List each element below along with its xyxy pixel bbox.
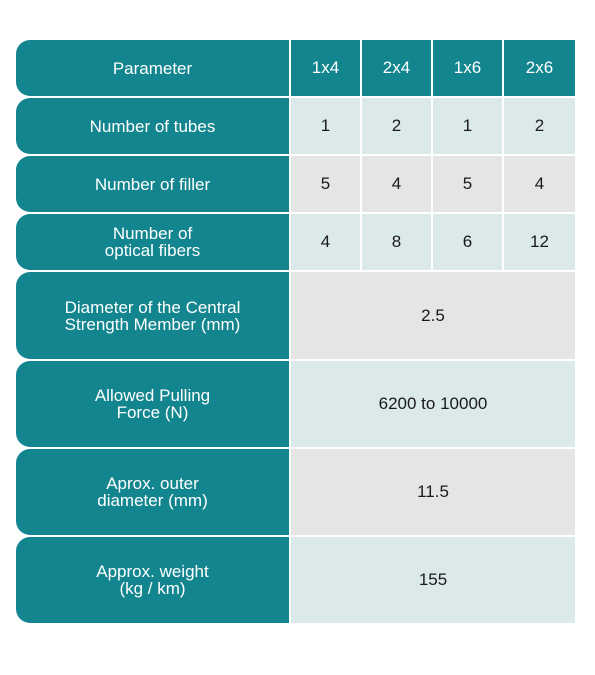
- table-cell-merged: 11.5: [291, 449, 575, 535]
- row-label-number-of-optical-fibers: Number of optical fibers: [16, 214, 289, 270]
- row-label-number-of-tubes: Number of tubes: [16, 98, 289, 154]
- table-cell: 4: [362, 156, 431, 212]
- table-cell-merged: 155: [291, 537, 575, 623]
- table-cell: 5: [291, 156, 360, 212]
- table-cell: 1: [291, 98, 360, 154]
- table-cell: 6: [433, 214, 502, 270]
- table-cell-merged: 6200 to 10000: [291, 361, 575, 447]
- header-parameter-cell: Parameter: [16, 40, 289, 96]
- header-column-2x4: 2x4: [362, 40, 431, 96]
- table-cell: 5: [433, 156, 502, 212]
- header-column-1x4: 1x4: [291, 40, 360, 96]
- row-label-weight: Approx. weight (kg / km): [16, 537, 289, 623]
- table-cell: 4: [291, 214, 360, 270]
- row-label-outer-diameter: Aprox. outer diameter (mm): [16, 449, 289, 535]
- row-label-number-of-filler: Number of filler: [16, 156, 289, 212]
- table-cell: 1: [433, 98, 502, 154]
- row-label-allowed-pulling-force: Allowed Pulling Force (N): [16, 361, 289, 447]
- table-cell: 2: [362, 98, 431, 154]
- table-cell: 8: [362, 214, 431, 270]
- header-column-2x6: 2x6: [504, 40, 575, 96]
- row-label-central-strength-member: Diameter of the Central Strength Member (mm): [16, 272, 289, 359]
- table-cell: 2: [504, 98, 575, 154]
- table-cell: 4: [504, 156, 575, 212]
- table-cell: 12: [504, 214, 575, 270]
- spec-table: [16, 40, 575, 623]
- header-column-1x6: 1x6: [433, 40, 502, 96]
- table-cell-merged: 2.5: [291, 272, 575, 359]
